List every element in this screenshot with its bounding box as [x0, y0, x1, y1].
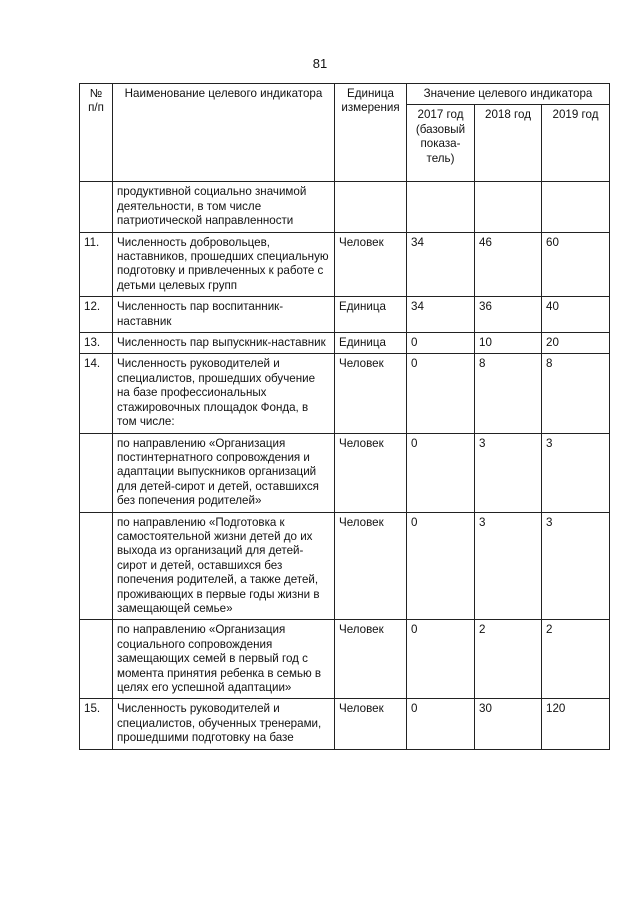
row-name: по направлению «Подготовка к самостоятельной жизни детей до их выхода из организаций для детей-сирот и детей, оставшихся без попечения родителей, а также детей, проживающих в первые годы жизни в замещающей семье»	[113, 512, 335, 620]
row-unit: Человек	[335, 232, 407, 297]
row-num: 15.	[80, 699, 113, 749]
table-row	[80, 620, 610, 699]
header-unit: Единица измерения	[335, 84, 407, 182]
row-name: продуктивной социально значимой деятельности, в том числе патриотической направленности	[113, 182, 335, 232]
row-value-2018: 8	[475, 354, 542, 433]
table-row	[80, 512, 610, 620]
row-unit: Единица	[335, 333, 407, 354]
row-unit: Человек	[335, 699, 407, 749]
row-unit: Человек	[335, 433, 407, 512]
row-value-2017: 0	[407, 433, 475, 512]
row-value-2019: 120	[542, 699, 610, 749]
header-value: Значение целевого индикатора	[407, 84, 610, 105]
row-name: по направлению «Организация постинтернатного сопровождения и адаптации выпускников организаций для детей-сирот и детей, оставшихся без попечения родителей»	[113, 433, 335, 512]
table-row	[80, 297, 610, 333]
row-unit: Человек	[335, 620, 407, 699]
row-value-2019: 40	[542, 297, 610, 333]
header-year-2019: 2019 год	[542, 105, 610, 182]
row-unit: Человек	[335, 354, 407, 433]
row-value-2019: 2	[542, 620, 610, 699]
row-num	[80, 620, 113, 699]
row-unit	[335, 182, 407, 232]
row-name: Численность руководителей и специалистов, прошедших обучение на базе профессиональных стажировочных площадок Фонда, в том числе:	[113, 354, 335, 433]
row-name: Численность пар воспитанник-наставник	[113, 297, 335, 333]
row-value-2018	[475, 182, 542, 232]
row-num	[80, 182, 113, 232]
table-row	[80, 182, 610, 232]
row-name: Численность руководителей и специалистов, обученных тренерами, прошедшими подготовку на базе	[113, 699, 335, 749]
row-value-2018: 3	[475, 433, 542, 512]
indicators-table	[79, 83, 610, 750]
row-value-2018: 2	[475, 620, 542, 699]
row-value-2018: 46	[475, 232, 542, 297]
row-num: 11.	[80, 232, 113, 297]
row-value-2017: 0	[407, 512, 475, 620]
row-name: Численность пар выпускник-наставник	[113, 333, 335, 354]
page-number: 81	[312, 56, 328, 71]
row-value-2017: 34	[407, 232, 475, 297]
header-year-2018: 2018 год	[475, 105, 542, 182]
table-row	[80, 333, 610, 354]
table-row	[80, 433, 610, 512]
row-value-2019	[542, 182, 610, 232]
row-num: 13.	[80, 333, 113, 354]
row-unit: Человек	[335, 512, 407, 620]
table-row	[80, 699, 610, 749]
row-num: 14.	[80, 354, 113, 433]
row-value-2017: 34	[407, 297, 475, 333]
row-unit: Единица	[335, 297, 407, 333]
header-year-2017: 2017 год (базовый показа-тель)	[407, 105, 475, 182]
row-value-2017: 0	[407, 620, 475, 699]
row-value-2017: 0	[407, 354, 475, 433]
row-value-2017: 0	[407, 699, 475, 749]
row-value-2017	[407, 182, 475, 232]
row-value-2018: 30	[475, 699, 542, 749]
row-value-2018: 10	[475, 333, 542, 354]
row-value-2019: 8	[542, 354, 610, 433]
header-name: Наименование целевого индикатора	[113, 84, 335, 182]
row-value-2018: 36	[475, 297, 542, 333]
row-value-2019: 3	[542, 433, 610, 512]
row-value-2019: 3	[542, 512, 610, 620]
row-value-2017: 0	[407, 333, 475, 354]
row-name: Численность добровольцев, наставников, прошедших специальную подготовку и привлеченных к работе с детьми целевых групп	[113, 232, 335, 297]
row-value-2019: 60	[542, 232, 610, 297]
header-num: № п/п	[80, 84, 113, 182]
row-num	[80, 433, 113, 512]
row-value-2018: 3	[475, 512, 542, 620]
row-num: 12.	[80, 297, 113, 333]
row-value-2019: 20	[542, 333, 610, 354]
row-num	[80, 512, 113, 620]
header-row	[80, 84, 610, 105]
row-name: по направлению «Организация социального сопровождения замещающих семей в первый год с момента принятия ребенка в семью в целях его успешной адаптации»	[113, 620, 335, 699]
table-row	[80, 354, 610, 433]
table-row	[80, 232, 610, 297]
